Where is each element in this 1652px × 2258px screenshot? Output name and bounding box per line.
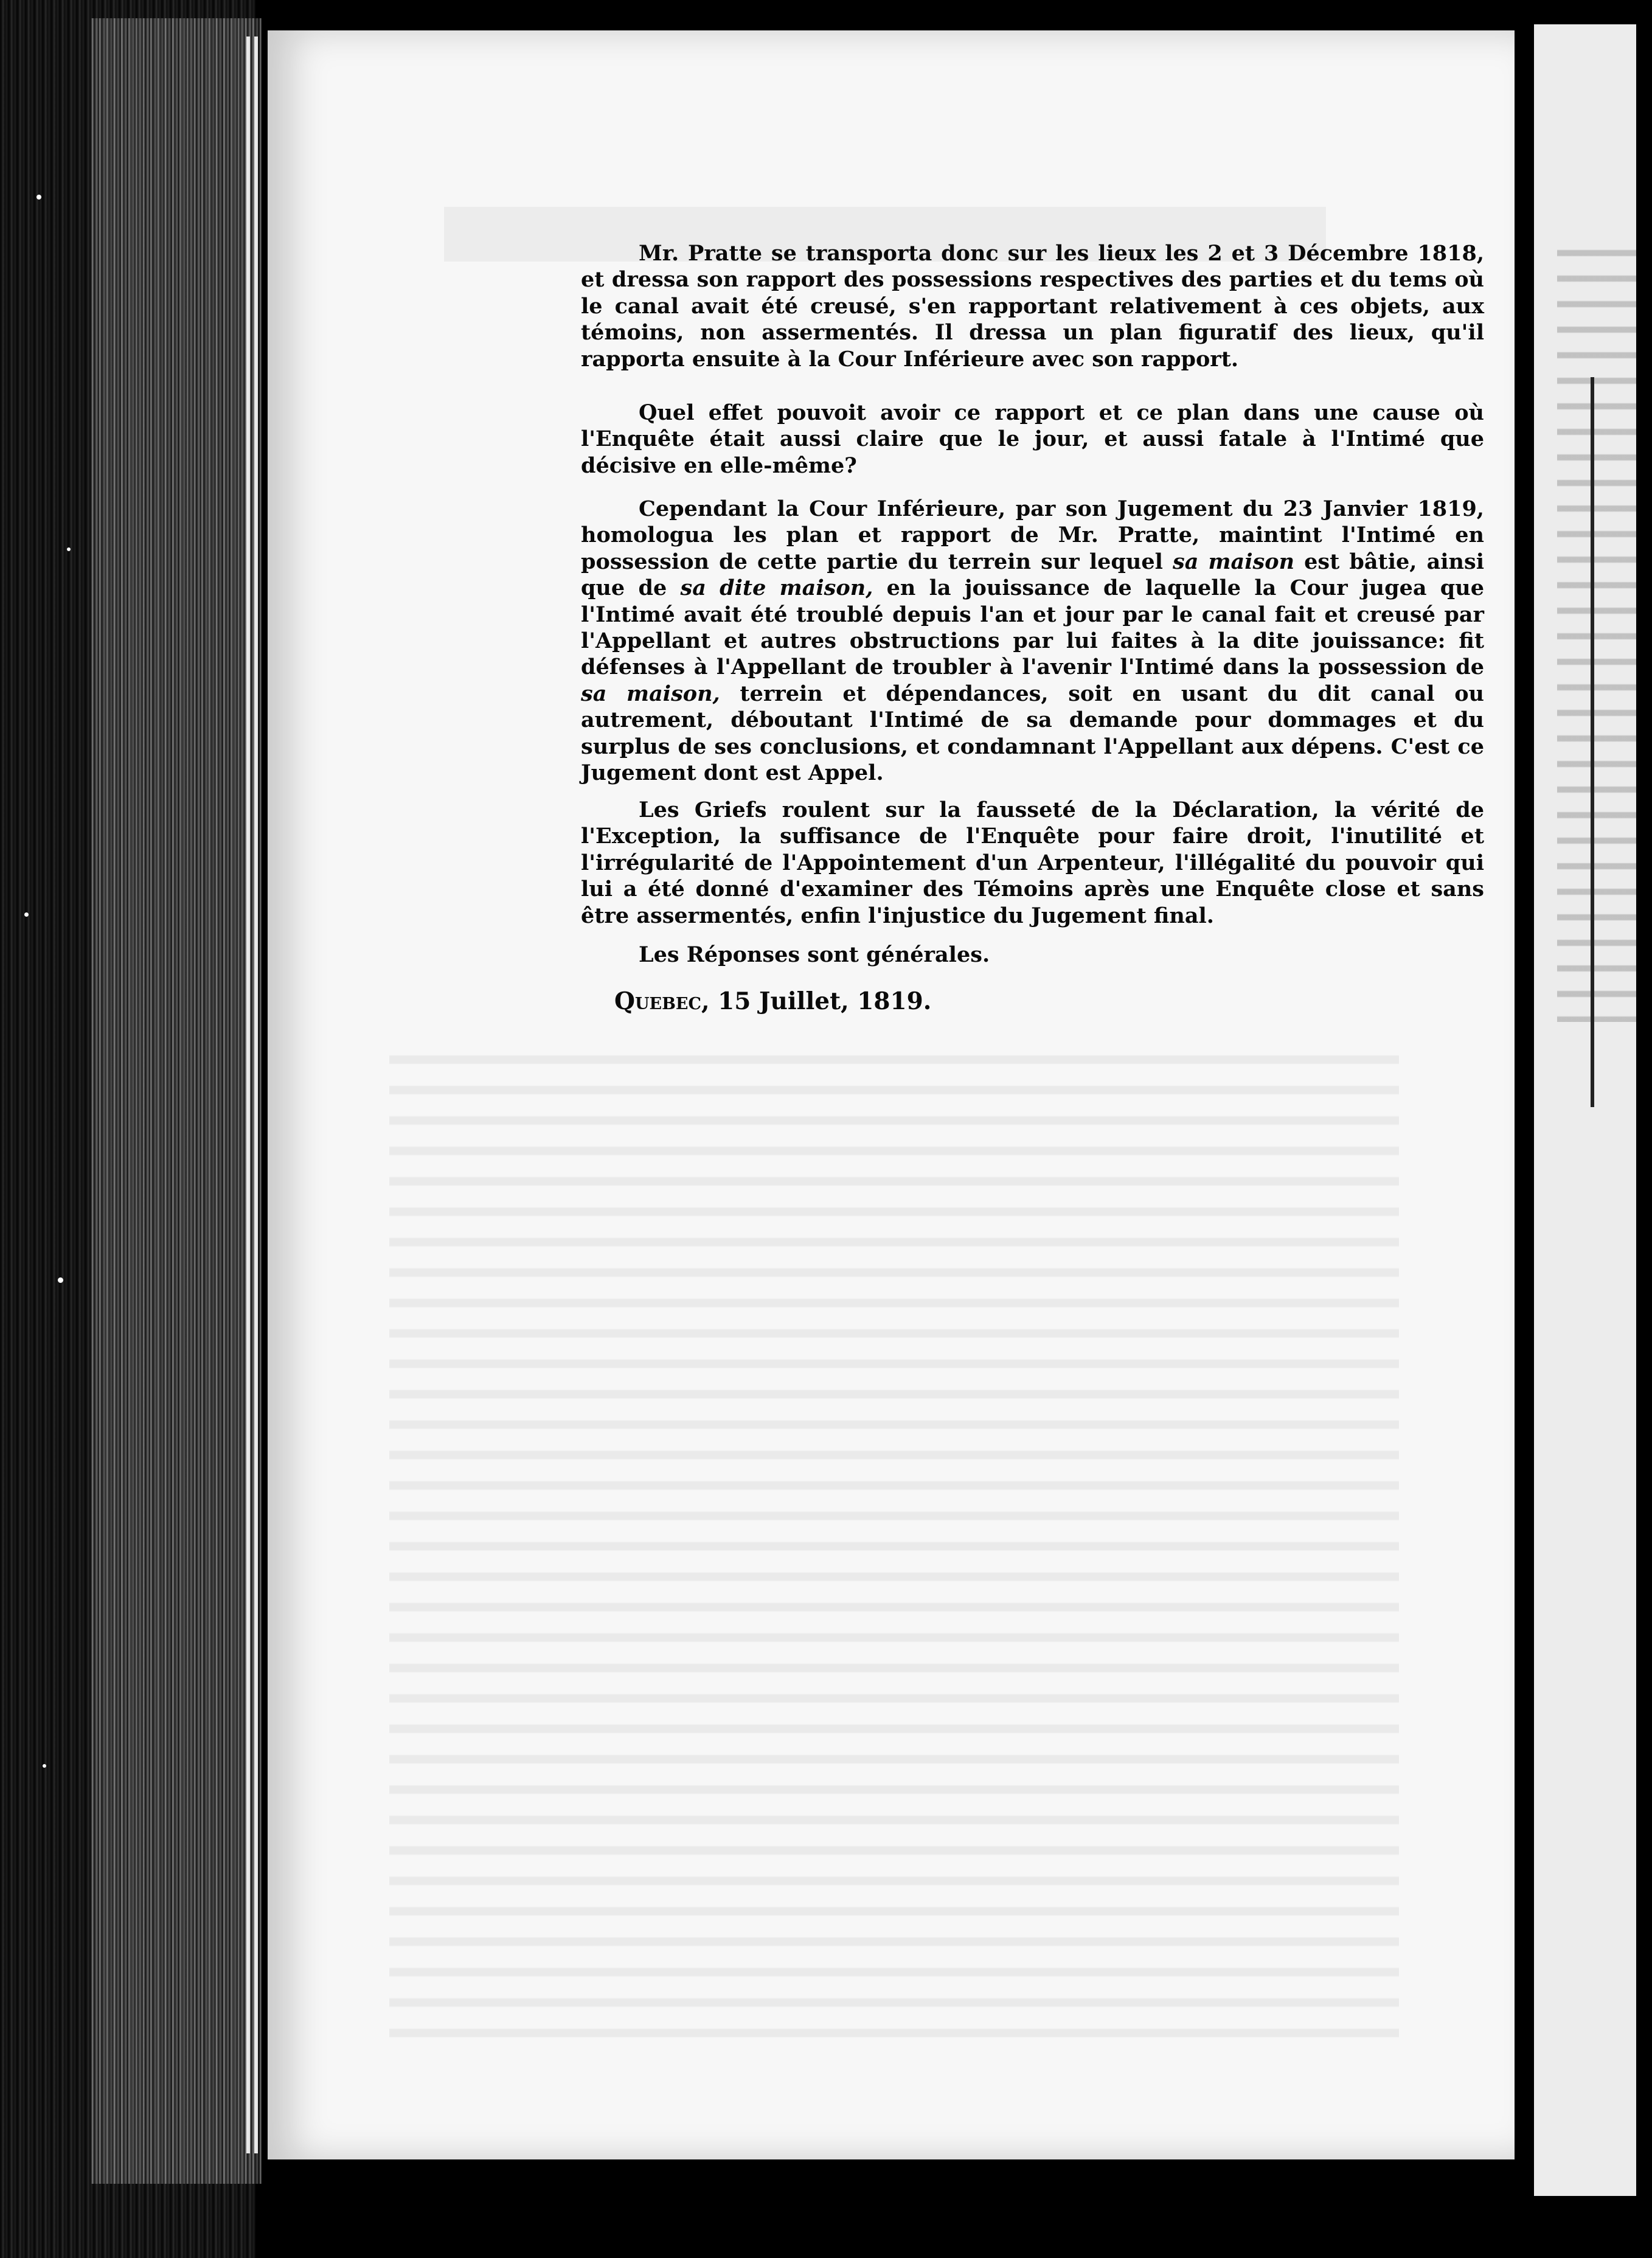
- page-edge: [246, 36, 250, 2153]
- paragraph-griefs: Les Griefs roulent sur la fausseté de la Déclaration, la vérité de l'Exception, la suffisance de l'Enquête pour faire droit, l'inutilité et l'irrégularité de l'Appointement d'un Arpenteur, l'illégalité du pouvoir qui lui a été donné d'examiner des Témoins après une Enquête close et sans être assermentés, enfin l'injustice du Jugement final.: [581, 797, 1484, 928]
- judgment-emphasis: sa maison,: [581, 681, 720, 706]
- dust-speck: [67, 547, 71, 551]
- page-edge: [254, 36, 258, 2153]
- page-edges-stack: [91, 18, 262, 2184]
- judgment-text: Cependant la Cour Inférieure, par son Jugement du 23 Janvier 1819, homologua les plan et rapport de Mr. Pratte, maintint l'Intimé en possession de cette partie du terrein sur lequel: [581, 496, 1484, 574]
- signoff-place: Quebec,: [614, 987, 710, 1015]
- bleed-through-text: [389, 1034, 1399, 2038]
- judgment-text: est bâtie, ainsi que de: [581, 549, 1484, 601]
- judgment-emphasis: sa dite maison,: [680, 575, 873, 601]
- paragraph-question: Quel effet pouvoit avoir ce rapport et ce plan dans une cause où l'Enquête était aussi claire que le jour, et aussi fatale à l'Intimé que décisive en elle-même?: [581, 400, 1484, 478]
- signoff-date: 15 Juillet, 1819.: [718, 987, 932, 1015]
- signoff: [614, 988, 1101, 1015]
- scan-border: [1636, 0, 1652, 2258]
- adjacent-page-text: [1557, 231, 1642, 1022]
- judgment-text: terrein et dépendances, soit en usant du dit canal ou autrement, déboutant l'Intimé de sa demande pour dommages et du surplus de ses conclusions, et condamnant l'Appellant aux dépens. C'est ce Jugement dont est Appel.: [581, 681, 1484, 786]
- adjacent-page-rule: [1591, 377, 1594, 1107]
- dust-speck: [58, 1277, 63, 1283]
- page-gutter: [1515, 0, 1534, 2258]
- judgment-emphasis: sa maison: [1173, 549, 1295, 574]
- dust-speck: [36, 195, 41, 200]
- paragraph-responses: Les Réponses sont générales.: [639, 942, 990, 967]
- paragraph-survey: Mr. Pratte se transporta donc sur les lieux les 2 et 3 Décembre 1818, et dressa son rapport des possessions respectives des parties et du tems où le canal avait été creusé, s'en rapportant relativement à ces objets, aux témoins, non assermentés. Il dressa un plan figuratif des lieux, qu'il rapporta ensuite à la Cour Inférieure avec son rapport.: [581, 241, 1484, 372]
- dust-speck: [43, 1764, 46, 1768]
- judgment-text: en la jouissance de laquelle la Cour jugea que l'Intimé avait été troublé depuis l'an et jour par le canal fait et creusé par l'Appellant et autres obstructions par lui faites à la dite jouissance: fit défenses à l'Appellant de troubler à l'avenir l'Intimé dans la possession de: [581, 575, 1484, 680]
- dust-speck: [24, 912, 29, 917]
- paragraph-judgment: [581, 496, 1484, 786]
